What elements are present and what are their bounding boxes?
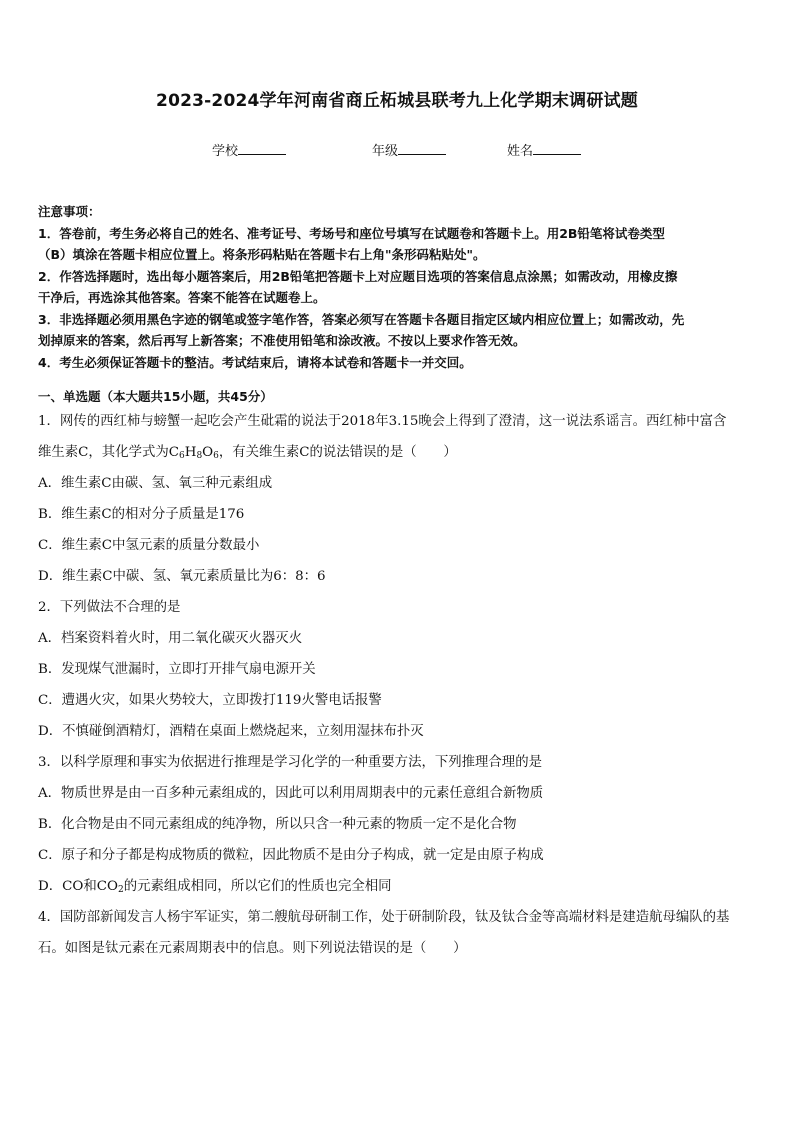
- question-3-stem: 3．以科学原理和事实为依据进行推理是学习化学的一种重要方法，下列推理合理的是: [38, 755, 542, 770]
- grade-label: 年级: [372, 144, 399, 159]
- notes-line: （B）填涂在答题卡相应位置上。将条形码粘贴在答题卡右上角"条形码粘贴处"。: [38, 247, 486, 262]
- notes-line: 干净后，再选涂其他答案。答案不能答在试题卷上。: [38, 290, 326, 305]
- notes-line: 1．答卷前，考生务必将自己的姓名、准考证号、考场号和座位号填写在试题卷和答题卡上。用2B铅笔将试卷类型: [38, 225, 665, 241]
- name-blank[interactable]: [533, 142, 581, 155]
- option-d[interactable]: D．维生素C中碳、氢、氧元素质量比为6：8：6: [38, 569, 326, 584]
- name-label: 姓名: [507, 144, 534, 159]
- notes-heading: 注意事项：: [38, 204, 101, 219]
- option-b[interactable]: B．发现煤气泄漏时，立即打开排气扇电源开关: [38, 662, 316, 677]
- grade-blank[interactable]: [398, 142, 446, 155]
- notes-block: [38, 201, 758, 373]
- option-c[interactable]: C．原子和分子都是构成物质的微粒，因此物质不是由分子构成，就一定是由原子构成: [38, 848, 544, 863]
- option-a[interactable]: A．维生素C由碳、氢、氧三种元素组成: [38, 476, 273, 491]
- question-4-stem: 4．国防部新闻发言人杨宇军证实，第二艘航母研制工作，处于研制阶段，钛及钛合金等高端材料是建造航母编队的基: [38, 910, 730, 925]
- name-field: [507, 140, 581, 159]
- grade-field: [372, 140, 446, 159]
- section-heading: 一、单选题（本大题共15小题，共45分）: [38, 389, 273, 404]
- notes-line: 划掉原来的答案，然后再写上新答案；不准使用铅笔和涂改液。不按以上要求作答无效。: [38, 333, 526, 348]
- school-label: 学校: [212, 144, 239, 159]
- option-b[interactable]: B．化合物是由不同元素组成的纯净物，所以只含一种元素的物质一定不是化合物: [38, 817, 517, 832]
- option-b[interactable]: B．维生素C的相对分子质量是176: [38, 507, 245, 522]
- question-4-stem-2: 石。如图是钛元素在元素周期表中的信息。则下列说法错误的是（ ）: [38, 941, 467, 956]
- notes-line: 4．考生必须保证答题卡的整洁。考试结束后，请将本试卷和答题卡一并交回。: [38, 354, 472, 370]
- option-d[interactable]: D．不慎碰倒酒精灯，酒精在桌面上燃烧起来，立刻用湿抹布扑灭: [38, 724, 424, 739]
- notes-line: 3．非选择题必须用黑色字迹的钢笔或签字笔作答，答案必须写在答题卡各题目指定区域内相应位置上；如需改动，先: [38, 311, 685, 327]
- option-a[interactable]: A．档案资料着火时，用二氧化碳灭火器灭火: [38, 631, 303, 646]
- option-c[interactable]: C．遭遇火灾，如果火势较大，立即拨打119火警电话报警: [38, 693, 382, 708]
- question-stem-2: 维生素C，其化学式为$C_6H_8O_6$，有关维生素C的说法错误的是（ ）: [38, 445, 457, 461]
- question-2-stem: 2．下列做法不合理的是: [38, 600, 181, 615]
- question-stem: 1．网传的西红柿与螃蟹一起吃会产生砒霜的说法于2018年3.15晚会上得到了澄清，这一说法系谣言。西红柿中富含: [38, 414, 727, 429]
- notes-line: 2．作答选择题时，选出每小题答案后，用2B铅笔把答题卡上对应题目选项的答案信息点涂黑；如需改动，用橡皮擦: [38, 268, 678, 284]
- option-a[interactable]: A．物质世界是由一百多种元素组成的，因此可以利用周期表中的元素任意组合新物质: [38, 786, 544, 801]
- page-title: 2023-2024学年河南省商丘柘城县联考九上化学期末调研试题: [156, 91, 638, 111]
- question-1: [38, 406, 760, 964]
- option-c[interactable]: C．维生素C中氢元素的质量分数最小: [38, 538, 260, 553]
- option-d[interactable]: D．CO和$CO_2$的元素组成相同，所以它们的性质也完全相同: [38, 879, 392, 895]
- school-field: [212, 140, 286, 159]
- school-blank[interactable]: [238, 142, 286, 155]
